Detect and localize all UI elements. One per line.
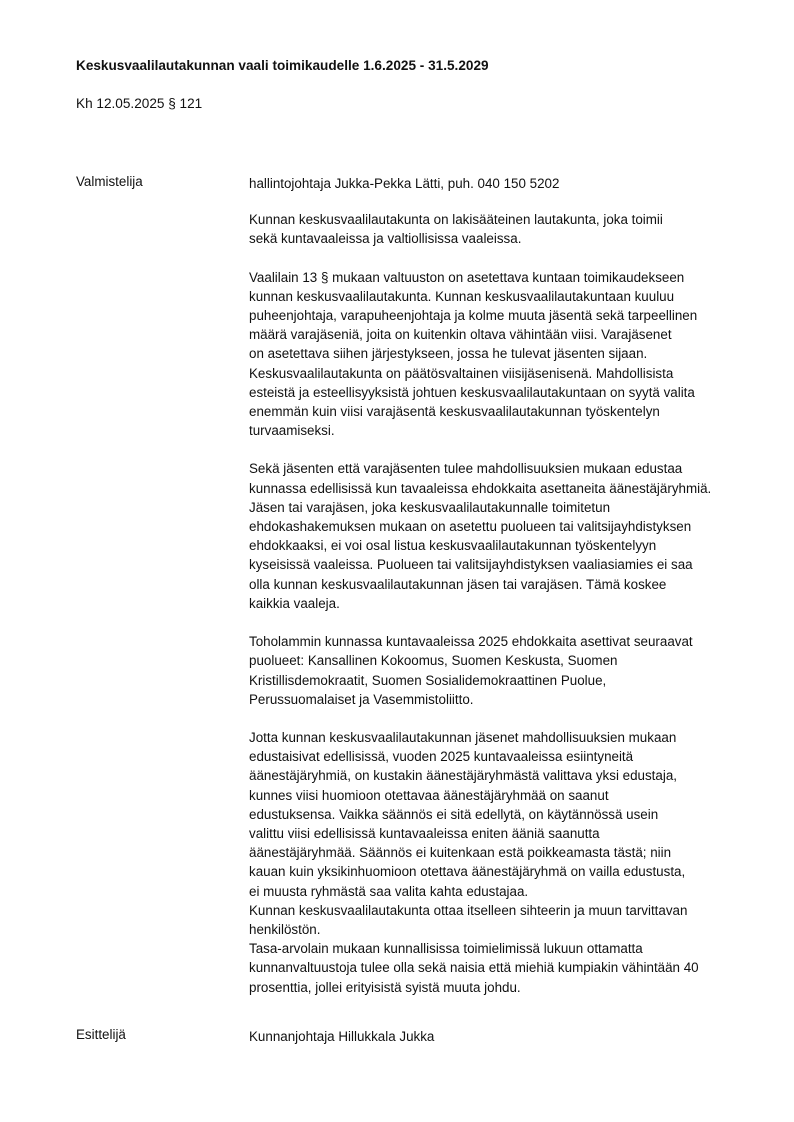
text-line: Kristillisdemokraatit, Suomen Sosialidemokraattinen Puolue, [249,672,607,688]
meeting-reference: Kh 12.05.2025 § 121 [76,96,203,111]
text-line: on asetettava siihen järjestykseen, jossa he tulevat jäsenten sijaan. [249,346,648,362]
text-line: sekä kuntavaaleissa ja valtiollisissa vaaleissa. [249,231,522,247]
text-line: Perussuomalaiset ja Vasemmistoliitto. [249,691,474,707]
preparer-label: Valmistelija [76,174,143,189]
text-line: edustuksensa. Vaikka säännös ei sitä edellytä, on käytännössä usein [249,806,659,822]
preparer-value: hallintojohtaja Jukka-Pekka Lätti, puh. 040 150 5202 [249,176,560,191]
paragraph [249,632,779,709]
text-line: kyseisissä vaaleissa. Puolueen tai valitsijayhdistyksen vaaliasiamies ei saa [249,557,693,573]
text-line: Jotta kunnan keskusvaalilautakunnan jäsenet mahdollisuuksien mukaan [249,730,677,746]
text-line: Kunnan keskusvaalilautakunta on lakisääteinen lautakunta, joka toimii [249,212,663,227]
body-text [249,210,779,1016]
text-line: Toholammin kunnassa kuntavaaleissa 2025 ehdokkaita asettivat seuraavat [249,634,693,650]
text-line: kunnes viisi huomioon otettavaa äänestäjäryhmää on saanut [249,787,609,803]
paragraph [249,210,779,248]
text-line: äänestäjäryhmää. Säännös ei kuitenkaan estä poikkeamasta tästä; niin [249,845,672,861]
presenter-label: Esittelijä [76,1027,126,1042]
text-line: kaikkia vaaleja. [249,595,340,611]
text-line: puheenjohtaja, varapuheenjohtaja ja kolme muuta jäsentä sekä tarpeellinen [249,307,698,323]
text-line: kunnanvaltuustoja tulee olla sekä naisia että miehiä kumpiakin vähintään 40 [249,960,699,976]
text-line: kunnan keskusvaalilautakunta. Kunnan keskusvaalilautakuntaan kuuluu [249,288,675,304]
text-line: äänestäjäryhmiä, on kustakin äänestäjäryhmästä valittava yksi edustaja, [249,768,677,784]
text-line: enemmän kuin viisi varajäsentä keskusvaalilautakunnan työskentelyn [249,403,660,419]
text-line: prosenttia, jollei erityisistä syistä muuta johdu. [249,979,521,995]
text-line: Vaalilain 13 § mukaan valtuuston on asetettava kuntaan toimikaudekseen [249,269,685,285]
text-line: määrä varajäseniä, joita on kuitenkin oltava vähintään viisi. Varajäsenet [249,327,672,343]
text-line: ei muusta ryhmästä saa valita kahta edustajaa. [249,883,529,899]
text-line: Jäsen tai varajäsen, joka keskusvaalilautakunnalle toimitetun [249,499,611,515]
text-line: kauan kuin yksikinhuomioon otettava äänestäjäryhmä on vailla edustusta, [249,864,686,880]
text-line: Keskusvaalilautakunta on päätösvaltainen viisijäsenisenä. Mahdollisista [249,365,674,381]
text-line: olla kunnan keskusvaalilautakunnan jäsen tai varajäsen. Tämä koskee [249,576,667,592]
text-line: edustaisivat edellisissä, vuoden 2025 kuntavaaleissa esiintyneitä [249,749,634,765]
text-line: ehdokkaaksi, ei voi osal listua keskusvaalilautakunnan työskentelyyn [249,538,657,554]
text-line: Tasa-arvolain mukaan kunnallisissa toimielimissä lukuun ottamatta [249,941,643,957]
paragraph [249,728,779,997]
text-line: henkilöstön. [249,921,321,937]
document-title: Keskusvaalilautakunnan vaali toimikaudelle 1.6.2025 - 31.5.2029 [76,58,489,73]
text-line: esteistä ja esteellisyyksistä johtuen keskusvaalilautakuntaan on syytä valita [249,384,695,400]
text-line: puolueet: Kansallinen Kokoomus, Suomen Keskusta, Suomen [249,653,618,669]
text-line: ehdokashakemuksen mukaan on asetettu puolueen tai valitsijayhdistyksen [249,519,692,534]
text-line: kunnassa edellisissä kun tavaaleissa ehdokkaita asettaneita äänestäjäryhmiä. [249,480,712,496]
paragraph [249,268,779,441]
presenter-value: Kunnanjohtaja Hillukkala Jukka [249,1029,435,1044]
text-line: turvaamiseksi. [249,423,335,439]
text-line: Sekä jäsenten että varajäsenten tulee mahdollisuuksien mukaan edustaa [249,461,683,477]
text-line: Kunnan keskusvaalilautakunta ottaa itselleen sihteerin ja muun tarvittavan [249,902,688,918]
text-line: valittu viisi edellisissä kuntavaaleissa eniten ääniä saanutta [249,826,600,841]
paragraph [249,459,779,613]
